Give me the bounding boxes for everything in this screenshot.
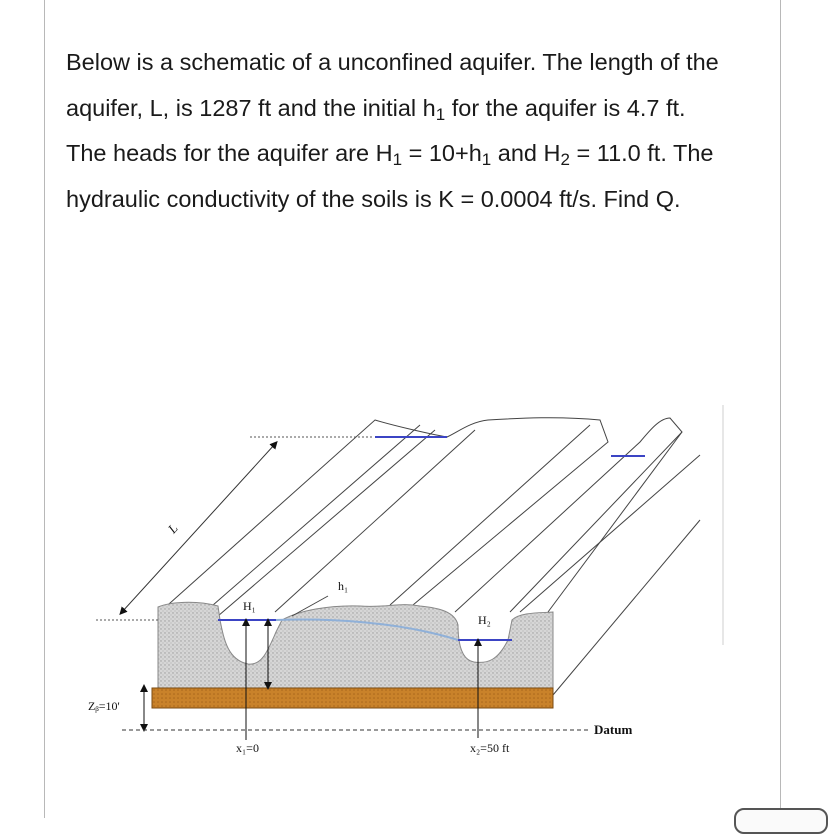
problem-statement: Below is a schematic of a unconfined aquifer. The length of the aquifer, L, is 1287 ft and the initial $h_1$ for the aquifer is 4.7 ft. The heads for the aquifer are $H_1 = 10+h_1$ and $H_2 = 11.0$ ft. The hydraulic conductivity of the soils is K = 0.0004 ft/s. Find Q. — [66, 49, 719, 212]
x1-label: x₁=0 — [236, 741, 259, 755]
length-label: L — [164, 520, 181, 537]
soil-cross-section — [158, 602, 553, 690]
bedrock-layer — [152, 688, 553, 708]
h1-label: h₁ — [338, 579, 349, 593]
x2-label: x₂=50 ft — [470, 741, 510, 755]
corner-button[interactable] — [734, 808, 828, 834]
datum-label: Datum — [594, 722, 633, 737]
H2-label: H₂ — [478, 613, 491, 627]
H1-label: H₁ — [243, 599, 256, 613]
zb-label: Zᵦ=10' — [88, 699, 120, 713]
